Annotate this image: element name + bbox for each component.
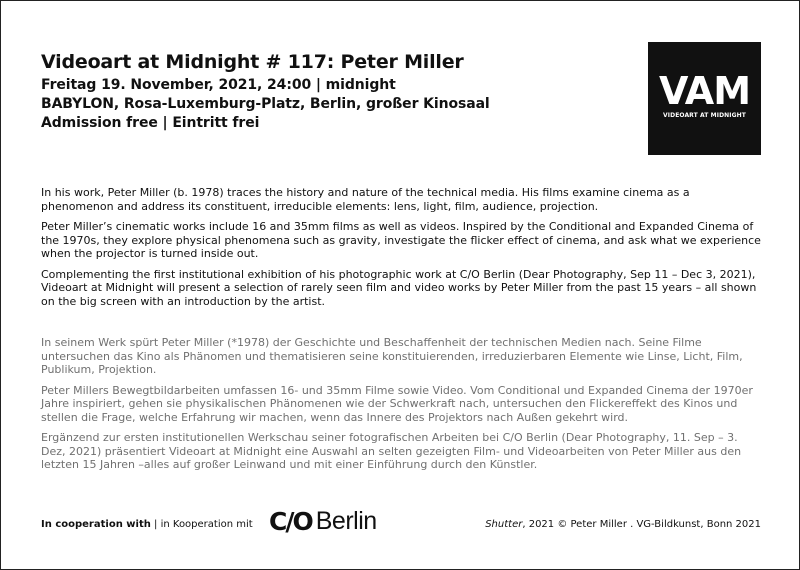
credit-copyright: , 2021 © Peter Miller . VG-Bildkunst, Bonn 2021 bbox=[522, 519, 761, 530]
cooperation-german: | in Kooperation mit bbox=[150, 519, 253, 530]
event-date: Freitag 19. November, 2021, 24:00 | midnight bbox=[41, 77, 396, 93]
event-header bbox=[41, 50, 601, 133]
vam-logo-tagline: VIDEOART AT MIDNIGHT bbox=[663, 112, 746, 119]
event-title: Videoart at Midnight # 117: Peter Miller bbox=[41, 51, 464, 73]
german-paragraph: In seinem Werk spürt Peter Miller (*1978) der Geschichte und Beschaffenheit der technischen Medien nach. Seine Filme untersuchen das Kino als Phänomen und thematisieren seine konstituierenden, irreduzierbaren Elemente wie Linse, Licht, Film, Publikum, Projektion. bbox=[41, 336, 743, 376]
vam-logo bbox=[648, 42, 761, 155]
cooperation-english: In cooperation with bbox=[41, 519, 151, 530]
cooperation-note bbox=[41, 519, 253, 530]
english-description bbox=[41, 186, 761, 315]
english-paragraph: Complementing the first institutional exhibition of his photographic work at C/O Berlin (Dear Photography, Sep 11 – Dec 3, 2021), Videoart at Midnight will present a selection of rarely seen film and video works by Peter Miller from the past 15 years – all shown on the big screen with an introduction by the artist. bbox=[41, 267, 757, 308]
co-berlin-logo bbox=[269, 507, 377, 535]
co-logo-name: Berlin bbox=[315, 506, 377, 535]
english-paragraph: Peter Miller’s cinematic works include 16 and 35mm films as well as videos. Inspired by the Conditional and Expanded Cinema of the 1970s, they explore physical phenomena such as gravity, investigate the flicker effect of cinema, and ask what we experience when the projector is turned inside out. bbox=[41, 220, 761, 260]
event-admission: Admission free | Eintritt frei bbox=[41, 115, 260, 131]
english-paragraph: In his work, Peter Miller (b. 1978) traces the history and nature of the technical media. His films examine cinema as a phenomenon and address its constituent, irreducible elements: lens, light, film, audience, projection. bbox=[41, 186, 690, 213]
co-logo-mark: C/O bbox=[269, 506, 312, 536]
event-venue: BABYLON, Rosa-Luxemburg-Platz, Berlin, großer Kinosaal bbox=[41, 96, 490, 112]
vam-logo-mark: VAM bbox=[658, 69, 751, 113]
image-credit bbox=[485, 519, 761, 530]
german-paragraph: Ergänzend zur ersten institutionellen Werkschau seiner fotografischen Arbeiten bei C/O Berlin (Dear Photography, 11. Sep – 3. Dez, 2021) präsentiert Videoart at Midnight eine Auswahl an selten gezeigten Film- und Videoarbeiten von Peter Miller aus den letzten 15 Jahren –alles auf großer Leinwand und mit einer Einführung durch den Künstler. bbox=[41, 431, 742, 471]
german-paragraph: Peter Millers Bewegtbildarbeiten umfassen 16- und 35mm Filme sowie Video. Vom Conditional und Expanded Cinema der 1970er Jahre inspiriert, gehen sie physikalischen Phänomenen wie der Schwerkraft nach, untersuchen den Flickereffekt des Kinos und stellen die Frage, welche Erfahrung wir machen, wenn das Innere des Projektors nach Außen gekehrt wird. bbox=[41, 383, 753, 424]
credit-work-title: Shutter bbox=[485, 519, 523, 530]
german-description bbox=[41, 336, 761, 479]
